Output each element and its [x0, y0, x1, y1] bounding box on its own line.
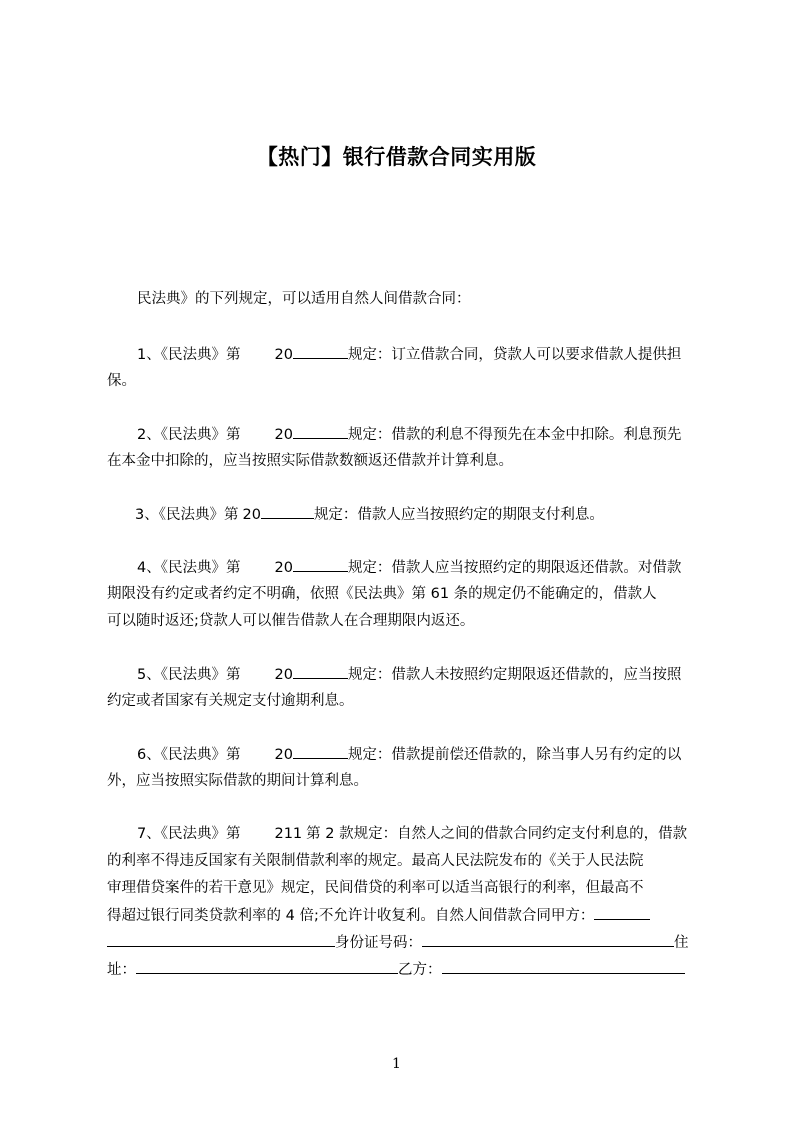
form-line-id: [107, 932, 703, 953]
clause-3-text: 规定：借款人应当按照约定的期限支付利息。: [313, 507, 604, 523]
clause-2-article-number: 20: [274, 427, 293, 443]
address-label-part-2: 址：: [107, 962, 136, 978]
clause-5-blank: [293, 664, 348, 679]
party-b-label: 乙方：: [398, 962, 442, 978]
clause-3-article-number: 20: [242, 507, 261, 523]
document-title: 【热门】银行借款合同实用版: [256, 145, 537, 169]
clause-4-text: 规定：借款人应当按照约定的期限返还借款。对借款: [347, 560, 682, 576]
clause-5-text: 规定：借款人未按照约定期限返还借款的，应当按照: [347, 667, 682, 683]
clause-5-line-2: 约定或者国家有关规定支付逾期利息。: [107, 693, 354, 709]
clause-2-line-1: [137, 424, 733, 445]
clause-2-text: 规定：借款的利息不得预先在本金中扣除。利息预先: [347, 427, 682, 443]
clause-1-article-number: 20: [274, 347, 293, 363]
clause-4-line-2: 期限没有约定或者约定不明确，依照《民法典》第 61 条的规定仍不能确定的，借款人: [107, 586, 657, 602]
id-number-blank: [422, 932, 674, 947]
clause-7-prefix: 7、《民法典》第: [137, 826, 241, 842]
address-label-part-1: 住: [674, 935, 689, 951]
party-a-name-blank: [594, 905, 650, 920]
address-blank: [136, 959, 398, 974]
id-number-label: 身份证号码：: [335, 935, 422, 951]
clause-1-line-2: 保。: [107, 373, 136, 389]
clause-2-line-2: 在本金中扣除的，应当按照实际借款数额返还借款并计算利息。: [107, 453, 513, 469]
clause-7-line-4: [107, 905, 703, 926]
clause-4-line-1: [137, 557, 733, 578]
clause-6-blank: [293, 744, 348, 759]
clause-1-prefix: 1、《民法典》第: [137, 347, 241, 363]
clause-7-line-4-text: 得超过银行同类贷款利率的 4 倍;不允许计收复利。自然人间借款合同甲方：: [107, 908, 595, 924]
clause-3-prefix: 3、《民法典》第: [135, 507, 239, 523]
party-a-name-blank-continued: [107, 932, 335, 947]
page-number: 1: [392, 1056, 401, 1072]
form-line-address: [107, 959, 703, 980]
clause-5-prefix: 5、《民法典》第: [137, 667, 241, 683]
clause-3-line-1: [135, 504, 731, 525]
intro-paragraph: 民法典》的下列规定，可以适用自然人间借款合同：: [137, 291, 471, 307]
clause-4-article-number: 20: [274, 560, 293, 576]
clause-3-blank: [261, 504, 314, 519]
clause-6-line-2: 外，应当按照实际借款的期间计算利息。: [107, 773, 368, 789]
party-b-blank: [442, 959, 685, 974]
clause-1-text: 规定：订立借款合同，贷款人可以要求借款人提供担: [347, 347, 682, 363]
clause-7-text: 第 2 款规定：自然人之间的借款合同约定支付利息的，借款: [306, 826, 688, 842]
clause-4-prefix: 4、《民法典》第: [137, 560, 241, 576]
clause-5-line-1: [137, 664, 733, 685]
clause-6-line-1: [137, 744, 733, 765]
clause-2-blank: [293, 424, 348, 439]
clause-4-blank: [293, 557, 348, 572]
clause-7-line-3: 审理借贷案件的若干意见》规定，民间借贷的利率可以适当高银行的利率，但最高不: [107, 880, 644, 896]
clause-6-prefix: 6、《民法典》第: [137, 747, 241, 763]
clause-7-line-2: 的利率不得违反国家有关限制借款利率的规定。最高人民法院发布的《关于人民法院: [107, 853, 644, 869]
clause-1-line-1: [137, 344, 733, 365]
clause-1-blank: [293, 344, 348, 359]
clause-5-article-number: 20: [274, 667, 293, 683]
clause-4-line-3: 可以随时返还;贷款人可以催告借款人在合理期限内返还。: [107, 613, 475, 629]
clause-7-line-1: [137, 824, 733, 844]
clause-6-text: 规定：借款提前偿还借款的，除当事人另有约定的以: [347, 747, 682, 763]
clause-6-article-number: 20: [274, 747, 293, 763]
clause-2-prefix: 2、《民法典》第: [137, 427, 241, 443]
clause-7-article-number: 211: [274, 826, 303, 842]
